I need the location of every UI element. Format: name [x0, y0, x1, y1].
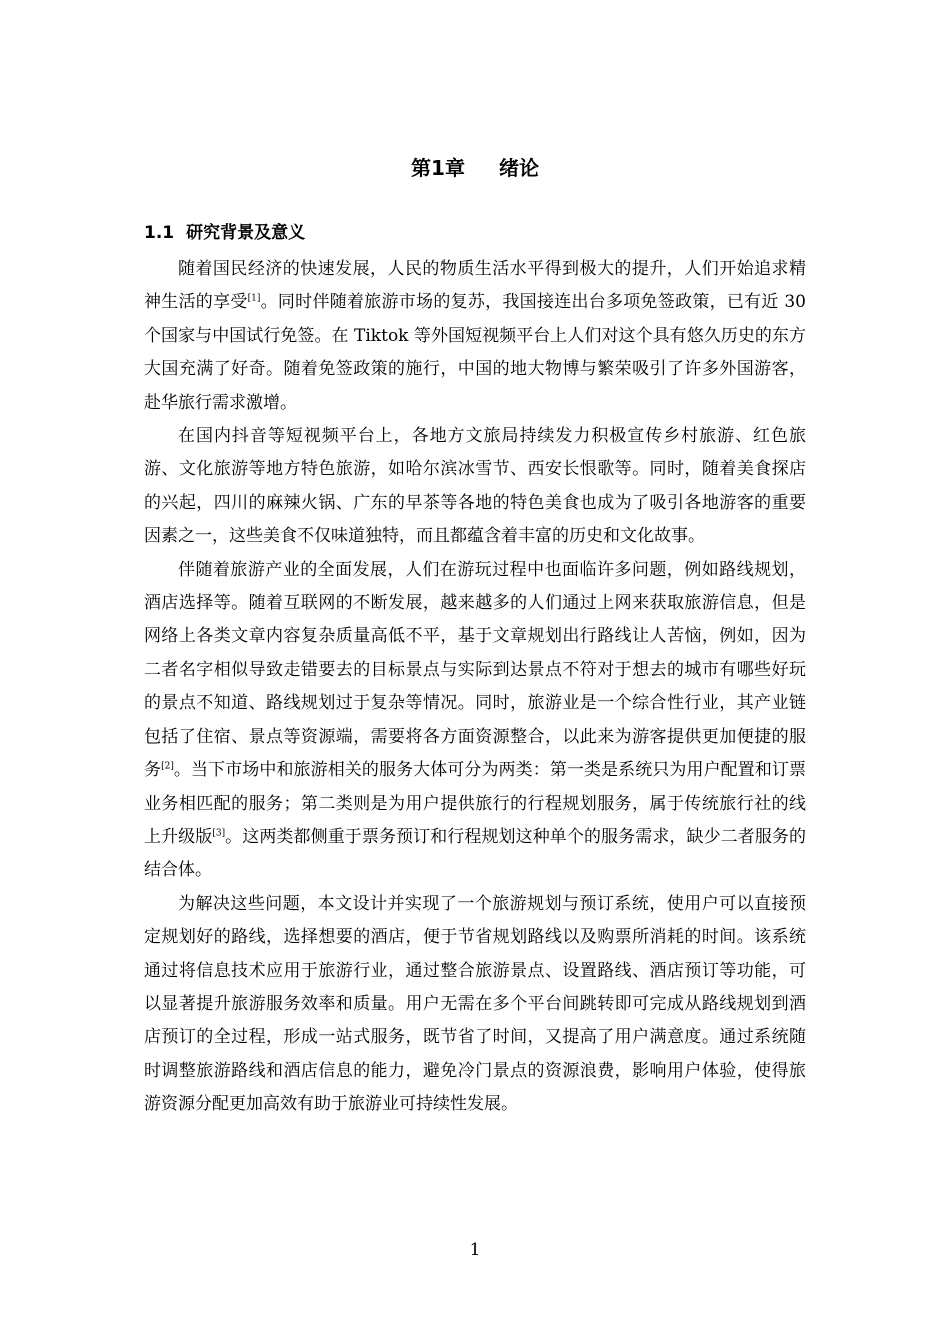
section-number: 1.1	[144, 223, 175, 243]
page-number: 1	[469, 1240, 481, 1260]
citation-ref: [3]	[212, 828, 226, 839]
body-text	[144, 253, 806, 1122]
paragraph-1: 随着国民经济的快速发展，人民的物质生活水平得到极大的提升，人们开始追求精神生活的享受[1]。同时伴随着旅游市场的复苏，我国接连出台多项免签政策，已有近 30 个国家与中国试行免签。在 Tiktok 等外国短视频平台上人们对这个具有悠久历史的东方大国充满了好奇。随着免签政策的施行，中国的地大物博与繁荣吸引了许多外国游客，赴华旅行需求激增。	[144, 259, 807, 413]
paragraph-3: 伴随着旅游产业的全面发展，人们在游玩过程中也面临许多问题，例如路线规划，酒店选择等。随着互联网的不断发展，越来越多的人们通过上网来获取旅游信息，但是网络上各类文章内容复杂质量高低不平，基于文章规划出行路线让人苦恼，例如，因为二者名字相似导致走错要去的目标景点与实际到达景点不符对于想去的城市有哪些好玩的景点不知道、路线规划过于复杂等情况。同时，旅游业是一个综合性行业，其产业链包括了住宿、景点等资源端，需要将各方面资源整合，以此来为游客提供更加便捷的服务[2]。当下市场中和旅游相关的服务大体可分为两类：第一类是系统只为用户配置和订票业务相匹配的服务；第二类则是为用户提供旅行的行程规划服务，属于传统旅行社的线上升级版[3]。这两类都侧重于票务预订和行程规划这种单个的服务需求，缺少二者服务的结合体。	[144, 559, 807, 881]
chapter-title	[0, 152, 950, 184]
chapter-number: 第1章	[411, 156, 465, 180]
section-title-text: 研究背景及意义	[186, 223, 306, 243]
chapter-title-text: 绪论	[498, 156, 539, 180]
citation-ref: [2]	[161, 761, 174, 772]
paragraph-4: 为解决这些问题，本文设计并实现了一个旅游规划与预订系统，使用户可以直接预定规划好的路线，选择想要的酒店，便于节省规划路线以及购票所消耗的时间。该系统通过将信息技术应用于旅游行业，通过整合旅游景点、设置路线、酒店预订等功能，可以显著提升旅游服务效率和质量。用户无需在多个平台间跳转即可完成从路线规划到酒店预订的全过程，形成一站式服务，既节省了时间，又提高了用户满意度。通过系统随时调整旅游路线和酒店信息的能力，避免冷门景点的资源浪费，影响用户体验，使得旅游资源分配更加高效有助于旅游业可持续性发展。	[144, 893, 806, 1115]
citation-ref: [1]	[247, 293, 261, 304]
paragraph-2: 在国内抖音等短视频平台上，各地方文旅局持续发力积极宣传乡村旅游、红色旅游、文化旅游等地方特色旅游，如哈尔滨冰雪节、西安长恨歌等。同时，随着美食探店的兴起，四川的麻辣火锅、广东的早茶等各地的特色美食也成为了吸引各地游客的重要因素之一，这些美食不仅味道独特，而且都蕴含着丰富的历史和文化故事。	[144, 426, 806, 547]
section-heading	[144, 219, 305, 247]
